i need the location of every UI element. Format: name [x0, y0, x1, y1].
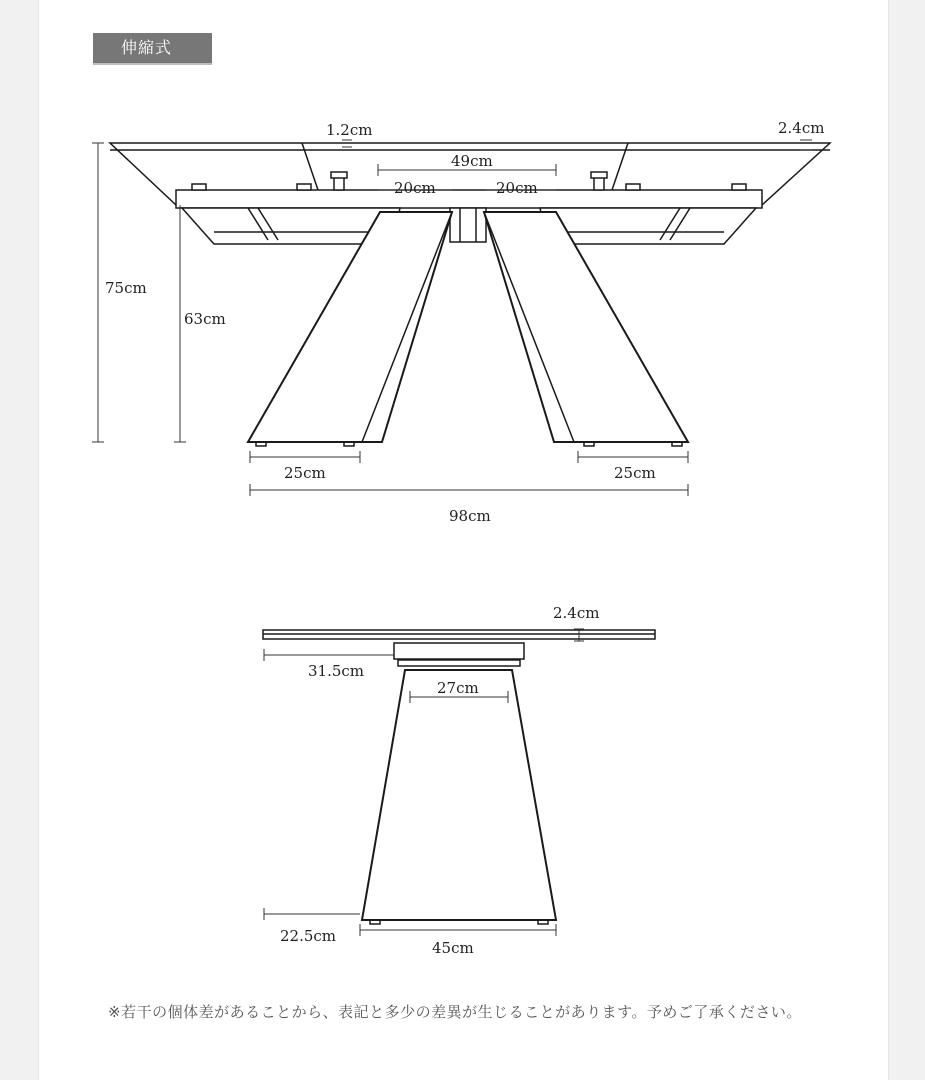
front-rail — [176, 190, 762, 208]
front-top-thickness-label: 1.2cm — [326, 121, 373, 139]
front-frame-height-label: 63cm — [184, 310, 226, 328]
front-leg-left — [248, 212, 452, 442]
side-rail — [394, 643, 524, 659]
front-foot-left-label: 25cm — [284, 464, 326, 482]
disclaimer-note: ※若干の個体差があることから、表記と多少の差異が生じることがあります。予めご了承ください。 — [108, 1003, 802, 1021]
front-inner-span-label: 49cm — [451, 152, 493, 170]
section-title: 伸縮式 — [93, 33, 212, 65]
side-top-overhang-label: 31.5cm — [308, 662, 365, 680]
front-base-width-label: 98cm — [449, 507, 491, 525]
side-column-top-label: 27cm — [437, 679, 479, 697]
front-center-bracket — [450, 208, 486, 242]
side-column — [362, 670, 556, 920]
front-leg-right — [484, 212, 688, 442]
front-inner-right-label: 20cm — [496, 179, 538, 197]
front-top-edge-label: 2.4cm — [778, 119, 825, 137]
side-base-width-label: 45cm — [432, 939, 474, 957]
side-top-thickness-label: 2.4cm — [553, 604, 600, 622]
front-inner-left-label: 20cm — [394, 179, 436, 197]
front-foot-right-label: 25cm — [614, 464, 656, 482]
front-total-height-label: 75cm — [105, 279, 147, 297]
side-foot-overhang-label: 22.5cm — [280, 927, 337, 945]
